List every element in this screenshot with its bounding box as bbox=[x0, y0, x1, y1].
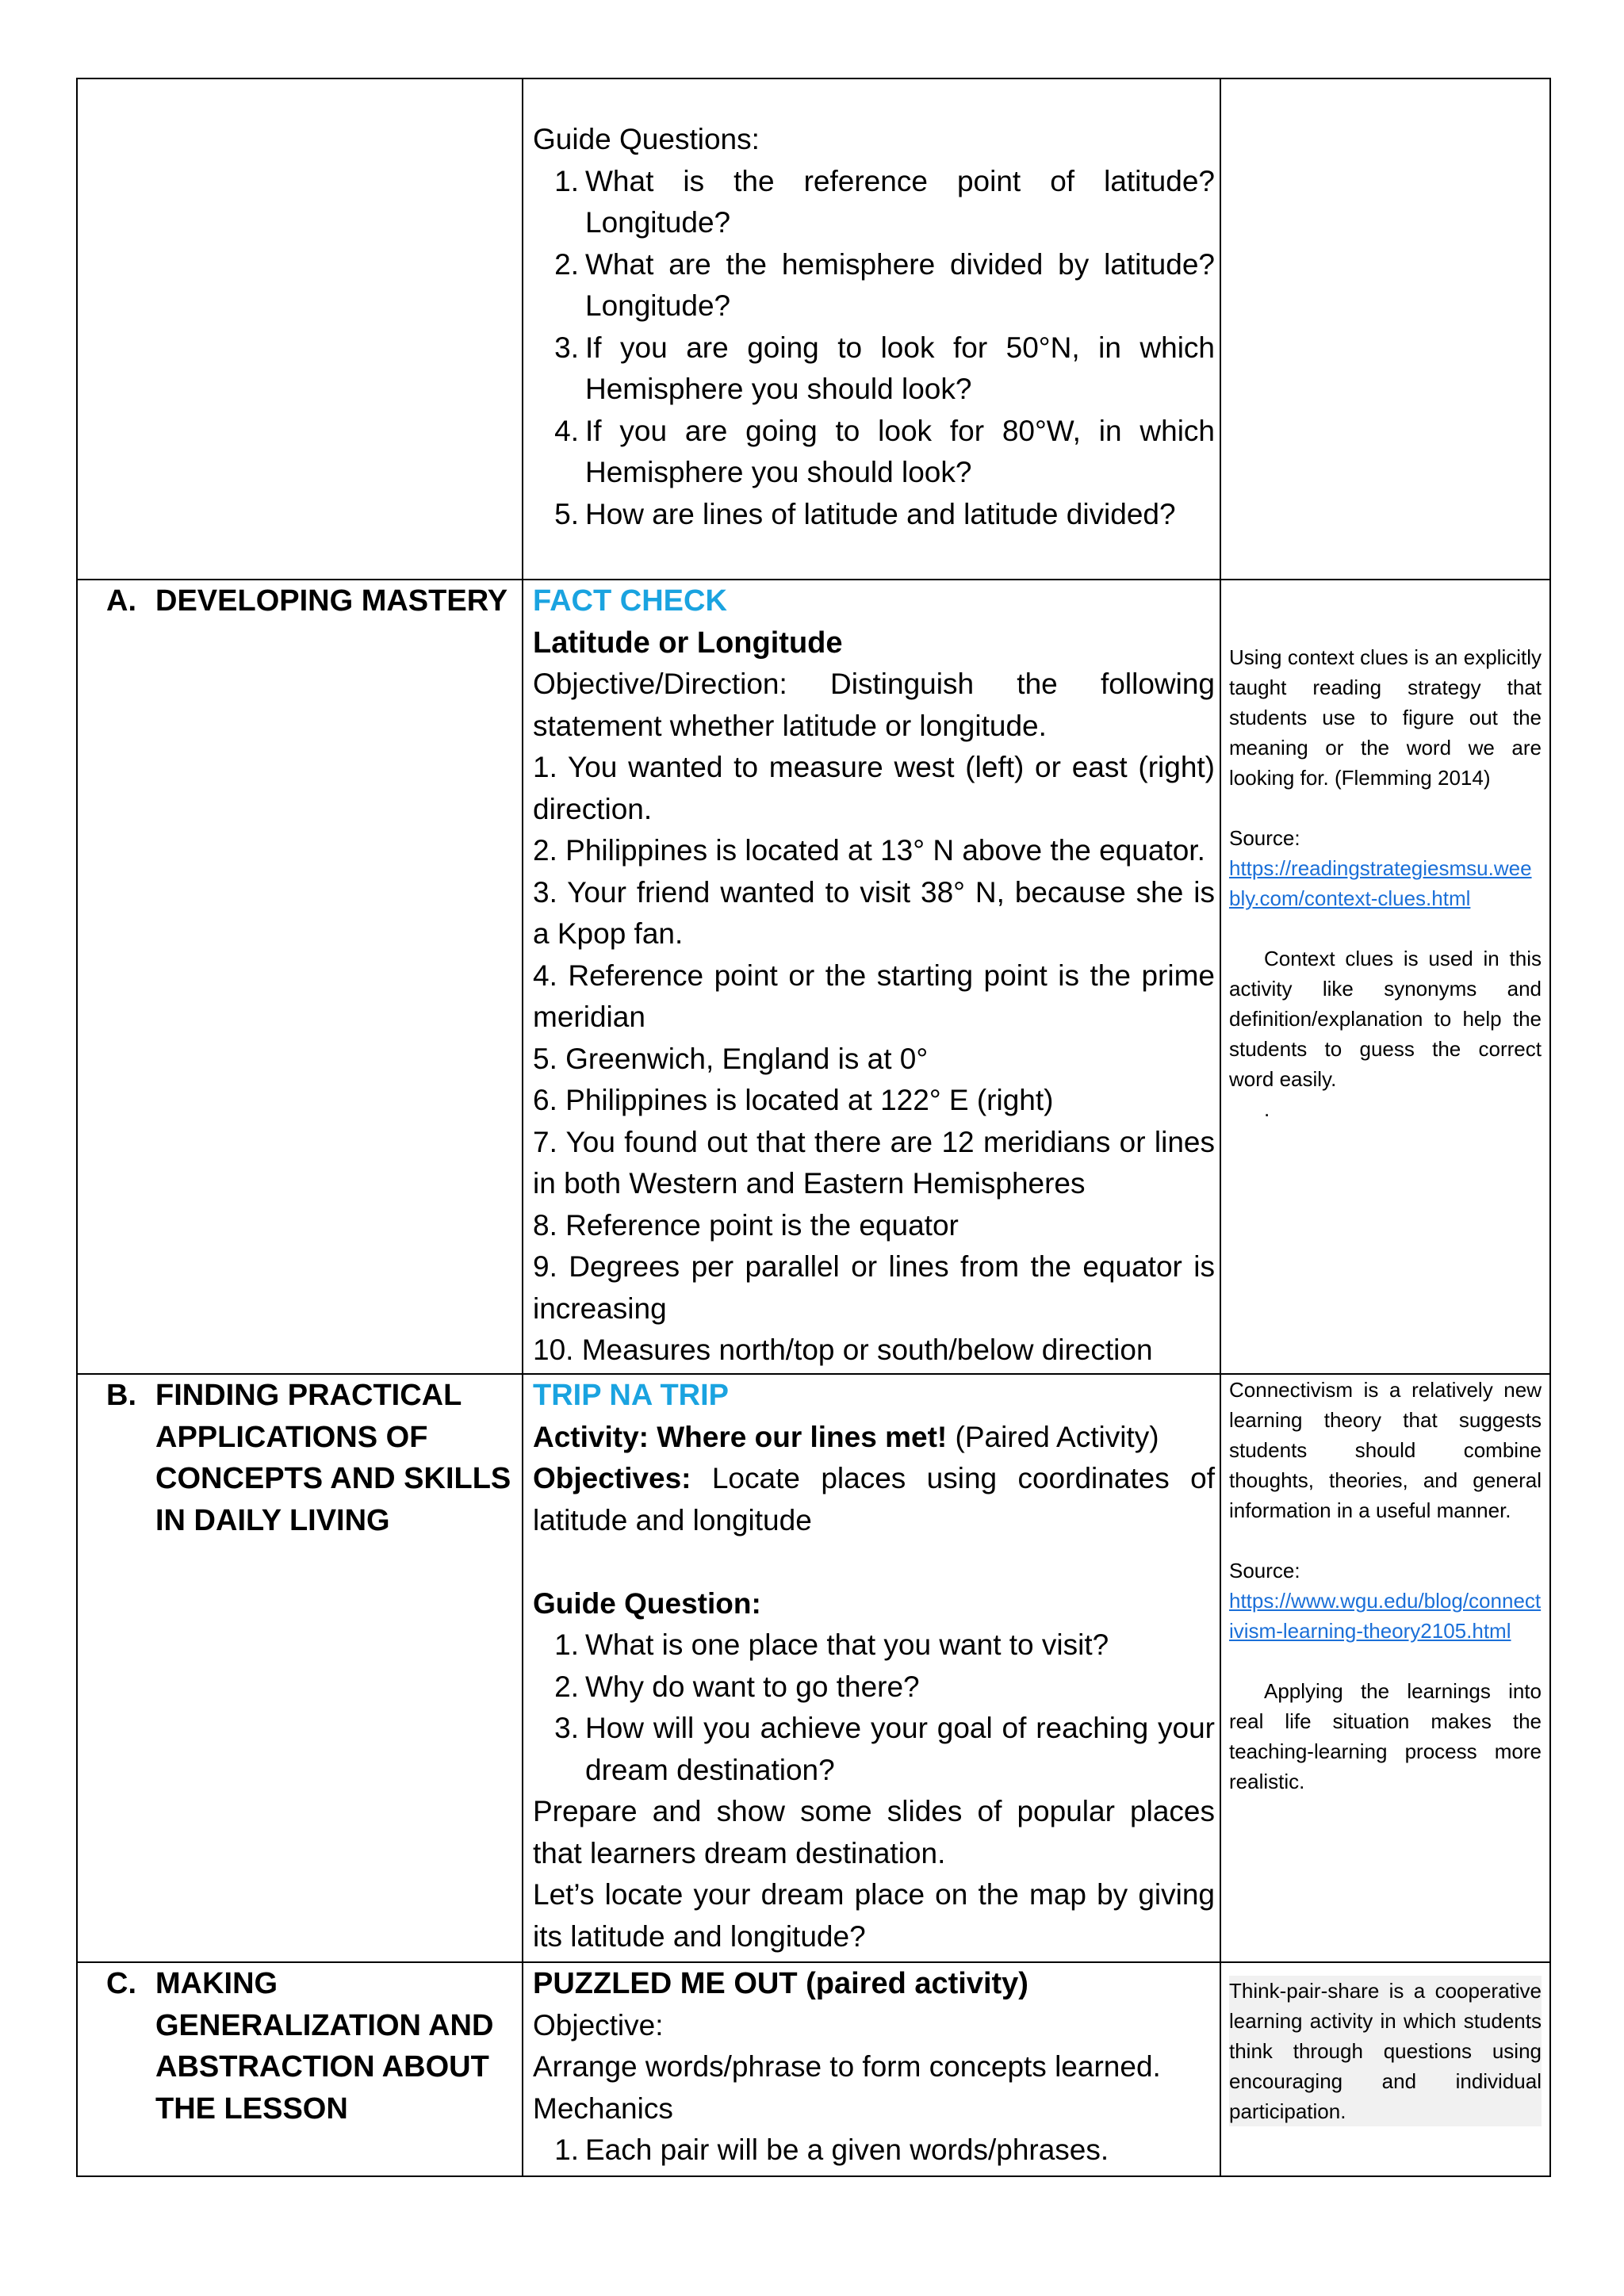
list-item-text: What is one place that you want to visit? bbox=[585, 1628, 1109, 1661]
row4-content-cell bbox=[523, 1962, 1220, 2176]
list-item bbox=[533, 327, 1215, 411]
section-label: MAKING GENERALIZATION AND ABSTRACTION ABOUT THE LESSON bbox=[155, 1967, 494, 2126]
list-item-text: What are the hemisphere divided by latitude? Longitude? bbox=[585, 247, 1215, 322]
list-item bbox=[533, 411, 1215, 494]
list-item-text: Each pair will be a given words/phrases. bbox=[585, 2133, 1109, 2166]
objectives-label: Objectives: bbox=[533, 1462, 691, 1494]
row-developing-mastery bbox=[77, 580, 1550, 1374]
row4-label-cell bbox=[77, 1962, 523, 2176]
row3-notes-cell bbox=[1220, 1374, 1550, 1962]
statement-item: 7. You found out that there are 12 meridians or lines in both Western and Eastern Hemispheres bbox=[533, 1125, 1215, 1200]
list-item bbox=[533, 1708, 1215, 1791]
source-label: Source: bbox=[1229, 1559, 1300, 1582]
row-practical-applications bbox=[77, 1374, 1550, 1962]
section-letter: A. bbox=[106, 584, 136, 618]
list-item bbox=[533, 1624, 1215, 1667]
objective-text: Arrange words/phrase to form concepts learned. bbox=[533, 2050, 1161, 2083]
statement-item: 8. Reference point is the equator bbox=[533, 1208, 959, 1242]
objectives-line bbox=[533, 1458, 1215, 1541]
list-item bbox=[533, 494, 1215, 536]
note-text: Connectivism is a relatively new learning theory that suggests students should combine thoughts, theories, and general information in a useful manner. bbox=[1229, 1378, 1542, 1522]
list-item bbox=[533, 1667, 1215, 1709]
statement-item: 6. Philippines is located at 122° E (right) bbox=[533, 1084, 1054, 1116]
activity-heading: TRIP NA TRIP bbox=[533, 1379, 730, 1412]
section-label: DEVELOPING MASTERY bbox=[155, 584, 508, 618]
statement-item: 9. Degrees per parallel or lines from the equator is increasing bbox=[533, 1250, 1215, 1325]
source-link[interactable]: https://readingstrategiesmsu.weebly.com/context-clues.html bbox=[1229, 856, 1532, 910]
row2-label-cell bbox=[77, 580, 523, 1374]
section-letter: C. bbox=[106, 1967, 136, 2000]
activity-heading: PUZZLED ME OUT (paired activity) bbox=[533, 1967, 1028, 2000]
list-item-text: What is the reference point of latitude? Longitude? bbox=[585, 164, 1215, 239]
list-item-number: 3. bbox=[554, 331, 579, 364]
list-item-number: 4. bbox=[554, 414, 579, 447]
statement-item: 3. Your friend wanted to visit 38° N, because she is a Kpop fan. bbox=[533, 875, 1215, 950]
objectives-text: Locate places using coordinates of latitude and longitude bbox=[533, 1462, 1215, 1536]
activity-heading: FACT CHECK bbox=[533, 584, 727, 618]
list-item-text: Why do want to go there? bbox=[585, 1670, 920, 1703]
note-explanation: Applying the learnings into real life situation makes the teaching-learning process more realistic. bbox=[1229, 1679, 1542, 1793]
list-item-number: 1. bbox=[554, 1628, 579, 1661]
list-item bbox=[533, 244, 1215, 327]
statement-item: 10. Measures north/top or south/below direction bbox=[533, 1334, 1153, 1366]
guide-question-title: Guide Question: bbox=[533, 1586, 761, 1620]
row3-label-cell bbox=[77, 1374, 523, 1962]
row1-notes-cell bbox=[1220, 78, 1550, 580]
statement-item: 2. Philippines is located at 13° N above the equator. bbox=[533, 834, 1205, 867]
note-dot: . bbox=[1264, 1097, 1270, 1121]
list-item bbox=[533, 161, 1215, 244]
list-item bbox=[533, 2130, 1215, 2172]
list-item-number: 3. bbox=[554, 1712, 579, 1744]
row4-notes-cell bbox=[1220, 1962, 1550, 2176]
row1-label-cell bbox=[77, 78, 523, 580]
statement-item: 4. Reference point or the starting point is the prime meridian bbox=[533, 959, 1215, 1033]
source-label: Source: bbox=[1229, 826, 1300, 850]
guide-questions-list bbox=[533, 161, 1215, 536]
statement-list bbox=[533, 747, 1215, 1372]
source-link[interactable]: https://www.wgu.edu/blog/connectivism-learning-theory2105.html bbox=[1229, 1589, 1542, 1643]
activity-title: Activity: Where our lines met! bbox=[533, 1420, 948, 1453]
row-generalization bbox=[77, 1962, 1550, 2176]
guide-question-list bbox=[533, 1624, 1215, 1791]
list-item-number: 5. bbox=[554, 497, 579, 530]
section-label: FINDING PRACTICAL APPLICATIONS OF CONCEPTS AND SKILLS IN DAILY LIVING bbox=[155, 1379, 511, 1537]
list-item-number: 2. bbox=[554, 1670, 579, 1703]
row3-content-cell bbox=[523, 1374, 1220, 1962]
activity-subheading: Latitude or Longitude bbox=[533, 626, 843, 660]
row1-content-cell bbox=[523, 78, 1220, 580]
note-explanation: Context clues is used in this activity like synonyms and definition/explanation to help the students to guess the correct word easily. bbox=[1229, 947, 1542, 1091]
mechanics-label: Mechanics bbox=[533, 2091, 673, 2125]
instruction-paragraph: Let’s locate your dream place on the map by giving its latitude and longitude? bbox=[533, 1878, 1215, 1953]
list-item-number: 1. bbox=[554, 164, 579, 197]
section-letter: B. bbox=[106, 1379, 136, 1412]
objective-label: Objective: bbox=[533, 2008, 664, 2042]
activity-objective: Objective/Direction: Distinguish the following statement whether latitude or longitude. bbox=[533, 668, 1215, 742]
activity-line bbox=[533, 1417, 1215, 1459]
list-item-text: How will you achieve your goal of reaching your dream destination? bbox=[585, 1712, 1215, 1786]
note-text: Think-pair-share is a cooperative learning activity in which students think through questions using encouraging and individual participation. bbox=[1229, 1976, 1542, 2126]
list-item-number: 2. bbox=[554, 247, 579, 281]
list-item-text: If you are going to look for 80°W, in which Hemisphere you should look? bbox=[585, 414, 1215, 488]
row-guide-questions bbox=[77, 78, 1550, 580]
list-item-text: If you are going to look for 50°N, in which Hemisphere you should look? bbox=[585, 331, 1215, 405]
activity-type: (Paired Activity) bbox=[947, 1420, 1159, 1453]
statement-item: 5. Greenwich, England is at 0° bbox=[533, 1042, 929, 1075]
row2-content-cell bbox=[523, 580, 1220, 1374]
row2-notes-cell bbox=[1220, 580, 1550, 1374]
list-item-text: How are lines of latitude and latitude divided? bbox=[585, 497, 1176, 530]
note-text: Using context clues is an explicitly taught reading strategy that students use to figure out the meaning or the word we are looking for. (Flemming 2014) bbox=[1229, 645, 1542, 790]
statement-item: 1. You wanted to measure west (left) or east (right) direction. bbox=[533, 751, 1215, 825]
lesson-plan-table bbox=[76, 78, 1551, 2177]
instruction-paragraph: Prepare and show some slides of popular places that learners dream destination. bbox=[533, 1795, 1215, 1869]
guide-questions-title: Guide Questions: bbox=[533, 123, 760, 155]
list-item-number: 1. bbox=[554, 2133, 579, 2166]
mechanics-list bbox=[533, 2130, 1215, 2172]
